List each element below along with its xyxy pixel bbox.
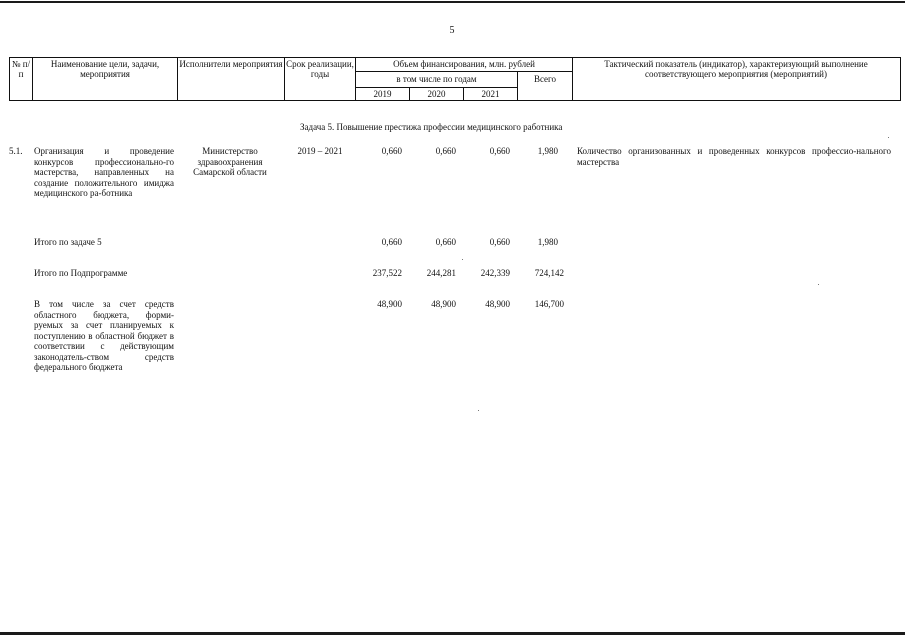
row-value-total: 724,142 xyxy=(534,268,564,278)
task-title: Задача 5. Повышение престижа профессии медицинского работника xyxy=(300,122,563,132)
row-value-total: 1,980 xyxy=(537,237,558,247)
row-value-2021: 0,660 xyxy=(489,237,510,247)
scan-speck xyxy=(888,137,889,138)
header-funding-divider xyxy=(355,71,572,72)
row-value-2020: 0,660 xyxy=(435,146,456,156)
header-col-number: № п/п xyxy=(11,59,31,79)
row-value-2019: 0,660 xyxy=(381,237,402,247)
header-year-2021: 2021 xyxy=(481,89,500,99)
row-period: 2019 – 2021 xyxy=(297,146,343,156)
row-value-2020: 48,900 xyxy=(431,299,456,309)
bottom-border-rule xyxy=(0,632,905,635)
header-vline xyxy=(572,57,573,101)
scan-speck xyxy=(478,410,479,411)
row-executor: Министерство здравоохранения Самарской области xyxy=(193,146,267,177)
row-indicator: Количество организованных и проведенных конкурсов профессио-нального мастерства xyxy=(577,146,891,167)
top-border-rule xyxy=(0,1,905,3)
row-number: 5.1. xyxy=(9,146,23,156)
row-value-2019: 48,900 xyxy=(377,299,402,309)
row-value-2021: 48,900 xyxy=(485,299,510,309)
row-measure-name: Итого по Подпрограмме xyxy=(34,268,128,278)
header-col-total: Всего xyxy=(533,74,557,84)
header-col-period: Срок реализации, годы xyxy=(286,59,354,79)
row-value-2021: 242,339 xyxy=(480,268,510,278)
row-measure-name: Итого по задаче 5 xyxy=(34,237,102,247)
header-years-divider xyxy=(355,87,517,88)
scan-speck xyxy=(462,259,463,260)
row-value-total: 146,700 xyxy=(534,299,564,309)
row-value-2019: 0,660 xyxy=(381,146,402,156)
row-value-2020: 244,281 xyxy=(426,268,456,278)
row-value-total: 1,980 xyxy=(537,146,558,156)
header-year-2020: 2020 xyxy=(427,89,446,99)
header-col-including-years: в том числе по годам xyxy=(396,74,477,84)
header-col-name: Наименование цели, задачи, мероприятия xyxy=(50,59,160,79)
header-col-executors: Исполнители мероприятия xyxy=(179,59,283,69)
header-col-funding: Объем финансирования, млн. рублей xyxy=(393,59,535,69)
row-measure-name: В том числе за счет средств областного бюджета, форми-руемых за счет планируемых к поступлению в областной бюджет в соответствии с действующим законодатель-ством средств федерального бюджета xyxy=(34,299,174,372)
row-value-2021: 0,660 xyxy=(489,146,510,156)
row-value-2020: 0,660 xyxy=(435,237,456,247)
header-top-line xyxy=(9,57,901,58)
header-col-indicator: Тактический показатель (индикатор), характеризующий выполнение соответствующего мероприятия (мероприятий) xyxy=(604,59,868,79)
scan-speck xyxy=(818,284,819,285)
row-value-2019: 237,522 xyxy=(372,268,402,278)
header-vline xyxy=(900,57,901,101)
header-year-2019: 2019 xyxy=(373,89,392,99)
row-measure-name: Организация и проведение конкурсов профессионально-го мастерства, направленных на создание положительного имиджа медицинского ра-ботника xyxy=(34,146,174,198)
page-number: 5 xyxy=(449,25,455,36)
header-bottom-line xyxy=(9,100,901,101)
